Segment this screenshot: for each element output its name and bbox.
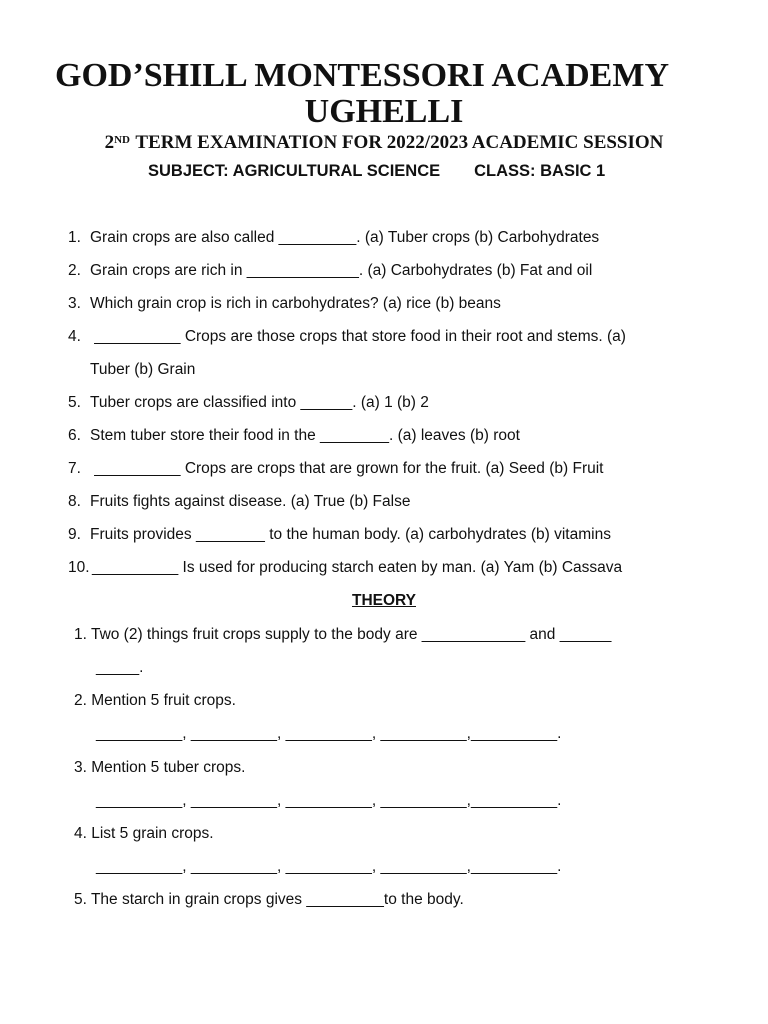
question-text: Fruits fights against disease. (a) True (b) False [90,493,411,510]
question-number: 3. [68,295,81,312]
question-number: 9. [68,526,81,543]
theory-question-2: 2. Mention 5 fruit crops. [74,692,236,709]
objective-question-3 [68,294,501,314]
objective-question-5 [68,393,429,413]
theory-question-1-continued: _____. [96,659,144,676]
question-text: Tuber crops are classified into ______. (a) 1 (b) 2 [90,394,429,411]
theory-question-4: 4. List 5 grain crops. [74,825,214,842]
question-number: 1. [68,229,81,246]
objective-question-9 [68,525,611,545]
term-ordinal-suffix: ND [114,134,130,146]
school-name: GOD’SHILL MONTESSORI ACADEMY [55,57,669,94]
theory-heading: THEORY [351,592,416,609]
term-heading [0,132,768,154]
question-text: 5. The starch in grain crops gives [74,891,307,908]
question-text: Which grain crop is rich in carbohydrates? (a) rice (b) beans [90,295,501,312]
answer-blank: _________ [306,891,384,908]
question-number: 6. [68,427,81,444]
question-text: Grain crops are rich in _____________. (a) Carbohydrates (b) Fat and oil [90,262,593,279]
subject-line [148,160,605,182]
class-label: CLASS: BASIC 1 [474,162,606,180]
objective-question-4-continued [68,360,195,380]
answer-blanks: __________, __________, __________, __________,__________. [96,725,562,742]
question-text: Fruits provides ________ to the human body. (a) carbohydrates (b) vitamins [90,526,611,543]
term-heading-text: TERM EXAMINATION FOR 2022/2023 ACADEMIC SESSION [130,132,664,153]
question-number: 10. [68,559,90,576]
question-text: Stem tuber store their food in the ________. (a) leaves (b) root [90,427,520,444]
question-number: 8. [68,493,81,510]
theory-question-5 [74,890,464,910]
objective-question-6 [68,426,520,446]
question-number: 4. [68,328,81,345]
question-number: 5. [68,394,81,411]
question-text-end: to the body. [383,891,464,908]
answer-blanks: __________, __________, __________, __________,__________. [96,858,562,875]
objective-question-8 [68,492,410,512]
answer-blanks: __________, __________, __________, __________,__________. [96,792,562,809]
question-number: 7. [68,460,81,477]
objective-question-1 [68,228,599,248]
question-number: 2. [68,262,81,279]
question-text: Grain crops are also called _________. (a) Tuber crops (b) Carbohydrates [90,229,600,246]
theory-question-3: 3. Mention 5 tuber crops. [74,759,246,776]
question-text: __________ Crops are crops that are grown for the fruit. (a) Seed (b) Fruit [90,460,604,477]
objective-question-2 [68,261,592,281]
question-text: __________ Crops are those crops that store food in their root and stems. (a) [90,328,626,345]
objective-question-7 [68,459,603,479]
theory-question-1: 1. Two (2) things fruit crops supply to the body are ____________ and ______ [74,626,612,643]
subject-label: SUBJECT: AGRICULTURAL SCIENCE [148,162,441,180]
objective-question-4 [68,327,626,347]
term-number: 2 [104,132,115,153]
school-location: UGHELLI [304,93,464,130]
question-text: Tuber (b) Grain [90,361,196,378]
question-text: __________ Is used for producing starch eaten by man. (a) Yam (b) Cassava [92,559,623,576]
objective-question-10 [68,558,622,578]
